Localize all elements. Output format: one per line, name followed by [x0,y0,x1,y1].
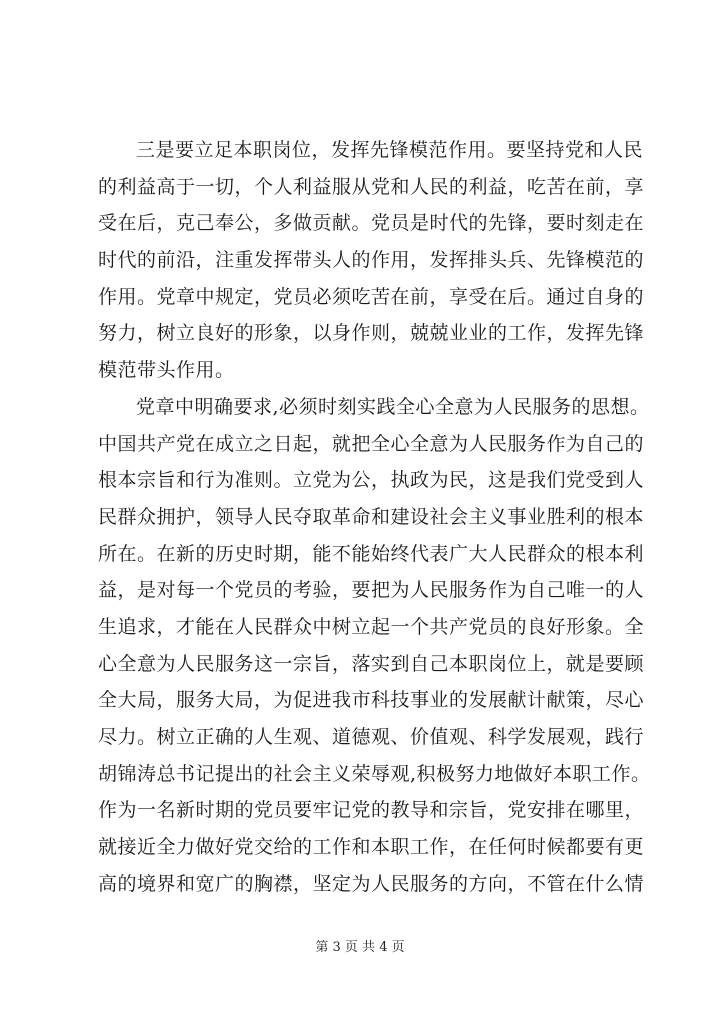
paragraph-line: 党章中明确要求,必须时刻实践全心全意为人民服务的思想。 [136,395,650,418]
paragraph-line: 尽力。树立正确的人生观、道德观、价值观、科学发展观，践行 [98,726,645,748]
paragraph-line: 努力，树立良好的形象，以身作则，兢兢业业的工作，发挥先锋 [98,322,645,345]
paragraph-line: 民群众拥护，领导人民夺取革命和建设社会主义事业胜利的根本 [98,505,645,528]
paragraph-line: 就接近全力做好党交给的工作和本职工作，在任何时候都要有更 [98,836,645,859]
paragraph-line: 全大局，服务大局，为促进我市科技事业的发展献计献策，尽心 [98,689,645,712]
paragraph-line: 所在。在新的历史时期，能不能始终代表广大人民群众的根本利 [98,542,645,565]
paragraph-line: 生追求，才能在人民群众中树立起一个共产党员的良好形象。全 [98,615,645,638]
paragraph-line: 作为一名新时期的党员要牢记党的教导和宗旨，党安排在哪里， [98,799,645,822]
paragraph-line: 作用。党章中规定，党员必须吃苦在前，享受在后。通过自身的 [98,285,645,308]
page-number: 第 3 页 共 4 页 [315,940,405,955]
paragraph-line: 的利益高于一切，个人利益服从党和人民的利益，吃苦在前，享 [98,175,645,198]
paragraph-line: 胡锦涛总书记提出的社会主义荣辱观,积极努力地做好本职工作。 [98,762,651,785]
paragraph-line: 高的境界和宽广的胸襟，坚定为人民服务的方向，不管在什么情 [98,872,645,895]
paragraph-line: 三是要立足本职岗位，发挥先锋模范作用。要坚持党和人民 [136,139,644,161]
body-text [98,132,651,902]
paragraph-line: 益，是对每一个党员的考验，要把为人民服务作为自己唯一的人 [98,579,645,602]
paragraph-line: 时代的前沿，注重发挥带头人的作用，发挥排头兵、先锋模范的 [98,249,645,272]
paragraph-line: 中国共产党在成立之日起，就把全心全意为人民服务作为自己的 [98,432,645,455]
paragraph-line: 心全意为人民服务这一宗旨，落实到自己本职岗位上，就是要顾 [98,652,645,675]
paragraph-line: 模范带头作用。 [98,359,235,382]
paragraph-line: 根本宗旨和行为准则。立党为公，执政为民，这是我们党受到人 [98,469,645,492]
paragraph-line: 受在后，克己奉公，多做贡献。党员是时代的先锋，要时刻走在 [98,212,645,235]
